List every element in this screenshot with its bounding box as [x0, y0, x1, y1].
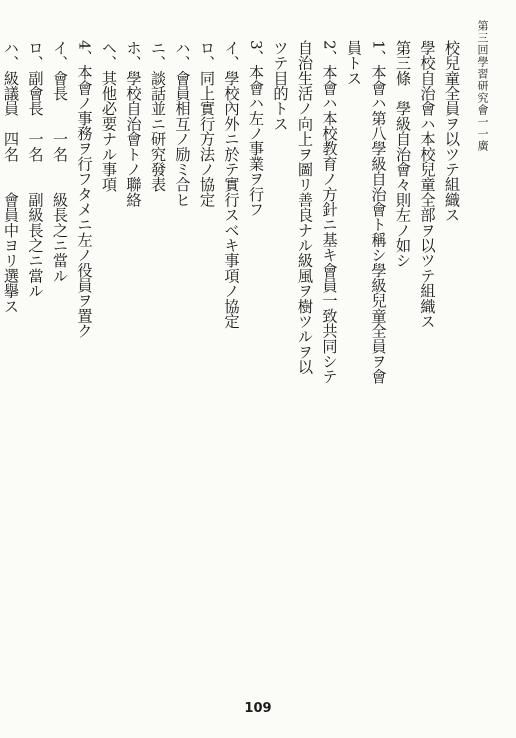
text-line: 自治生活ノ向上ヲ圖リ善良ナル級風ヲ樹ツルヲ以 [296, 40, 314, 375]
article-heading: 第三條 學級自治會々則左ノ如シ [394, 40, 412, 268]
text-line: ロ、副會長 一名 副級長之ニ當ル [26, 40, 45, 299]
text-line: イ、會長 一名 級長之ニ當ル [51, 40, 69, 284]
text-line: イ、學校內外ニ於テ實行スベキ事項ノ協定 [222, 40, 241, 329]
text-line: ロ、同上實行方法ノ協定 [198, 40, 216, 208]
text-line: 4、本會ノ事務ヲ行フタメニ左ノ役員ヲ置ク [75, 40, 94, 339]
text-line: 學校自治會ハ本校兒童全部ヲ以ツテ組織ス [418, 40, 437, 329]
text-line: ホ、學校自治會トノ聯絡 [124, 40, 143, 208]
text-line: ヘ、其他必要ナル事項 [100, 40, 118, 192]
text-line: ニ、談話並ニ研究發表 [149, 40, 167, 192]
text-line: 3、本會ハ左ノ事業ヲ行フ [247, 40, 265, 217]
page-number: 109 [244, 701, 272, 716]
text-line: ハ、會員相互ノ励ミ合ヒ [173, 40, 192, 208]
text-line: ハ、級議員 四名 會員中ヨリ選擧ス [2, 40, 20, 314]
text-line: 員トス [345, 40, 363, 86]
text-line: 校兒童全員ヲ以ツテ組織ス [443, 40, 461, 223]
document-body [2, 40, 464, 672]
text-line: ツテ目的トス [271, 40, 290, 132]
text-line: 2、本會ハ本校教育ノ方針ニ基キ會員一致共同シテ [320, 40, 339, 385]
text-line: 1、本會ハ第八學級自治會ト稱シ學級兒童全員ヲ會 [369, 40, 388, 385]
running-header: 第三回學習研究會一一廣 [476, 20, 489, 152]
